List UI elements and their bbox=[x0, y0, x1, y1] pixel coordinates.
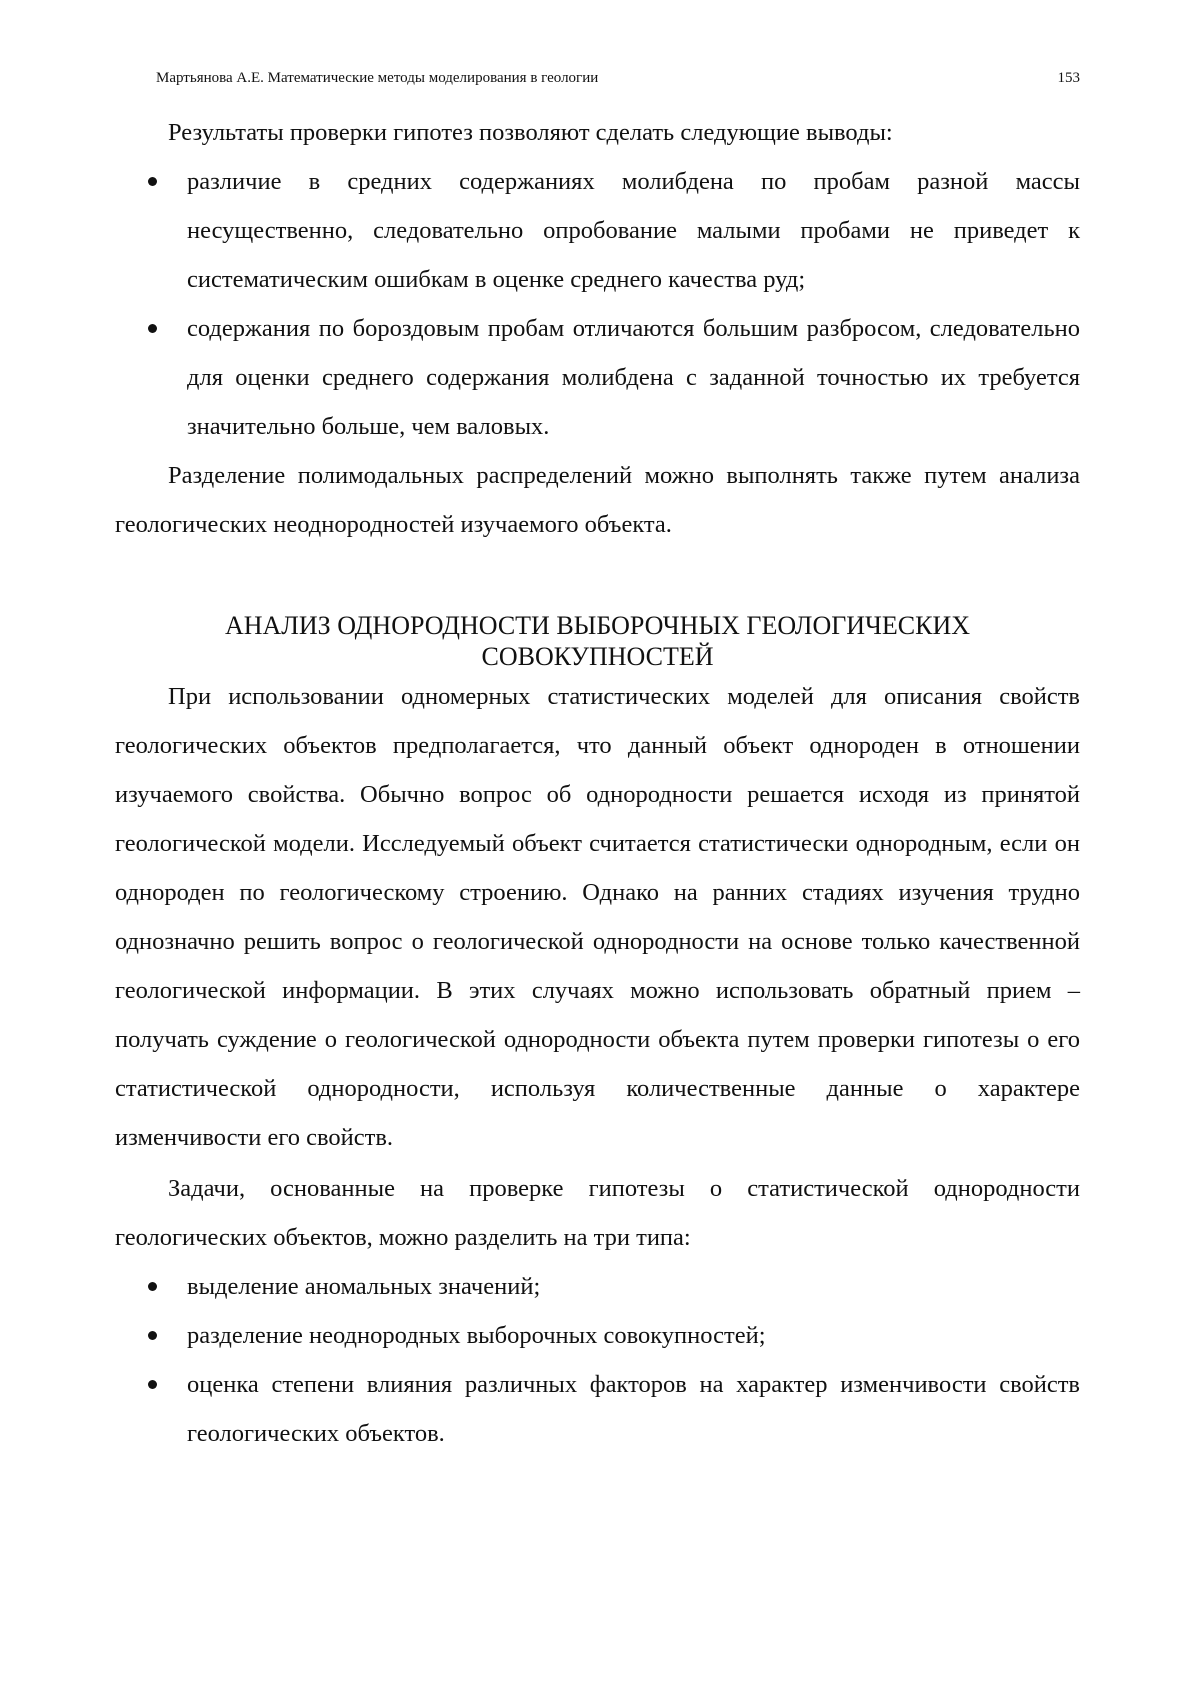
list-item-text: разделение неоднородных выборочных совокупностей; bbox=[187, 1322, 766, 1349]
section-heading: АНАЛИЗ ОДНОРОДНОСТИ ВЫБОРОЧНЫХ ГЕОЛОГИЧЕСКИХ СОВОКУПНОСТЕЙ bbox=[224, 611, 971, 671]
intro-lead: Результаты проверки гипотез позволяют сделать следующие выводы: bbox=[168, 119, 893, 146]
list-item bbox=[115, 157, 1080, 304]
section-paragraph-2: Задачи, основанные на проверке гипотезы о статистической однородности геологических объектов, можно разделить на три типа: bbox=[115, 1175, 1080, 1251]
list-item bbox=[115, 304, 1080, 451]
section-paragraph-1: При использовании одномерных статистических моделей для описания свойств геологических объектов предполагается, что данный объект однороден в отношении изучаемого свойства. Обычно вопрос об однородности решается исходя из принятой геологической модели. Исследуемый объект считается статистически однородным, если он однороден по геологическому строению. Однако на ранних стадиях изучения трудно однозначно решить вопрос о геологической однородности на основе только качественной геологической информации. В этих случаях можно использовать обратный прием – получать суждение о геологической однородности объекта путем проверки гипотезы о его статистической однородности, используя количественные данные о характере изменчивости его свойств. bbox=[115, 683, 1080, 1151]
conclusions-list bbox=[115, 157, 1080, 451]
list-item bbox=[115, 1262, 1080, 1311]
list-item-text: оценка степени влияния различных факторов на характер изменчивости свойств геологических объектов. bbox=[187, 1371, 1080, 1447]
list-item bbox=[115, 1311, 1080, 1360]
running-title: Мартьянова А.Е. Математические методы моделирования в геологии bbox=[156, 70, 599, 86]
list-item bbox=[115, 1360, 1080, 1458]
list-item-text: различие в средних содержаниях молибдена по пробам разной массы несущественно, следовательно опробование малыми пробами не приведет к систематическим ошибкам в оценке среднего качества руд; bbox=[187, 168, 1080, 293]
page-number: 153 bbox=[1057, 70, 1080, 86]
intro-closing: Разделение полимодальных распределений можно выполнять также путем анализа геологических неоднородностей изучаемого объекта. bbox=[115, 462, 1080, 538]
page-body bbox=[115, 108, 1080, 1458]
task-types-list bbox=[115, 1262, 1080, 1458]
list-item-text: содержания по бороздовым пробам отличаются большим разбросом, следовательно для оценки среднего содержания молибдена с заданной точностью их требуется значительно больше, чем валовых. bbox=[187, 315, 1080, 440]
list-item-text: выделение аномальных значений; bbox=[187, 1273, 541, 1300]
